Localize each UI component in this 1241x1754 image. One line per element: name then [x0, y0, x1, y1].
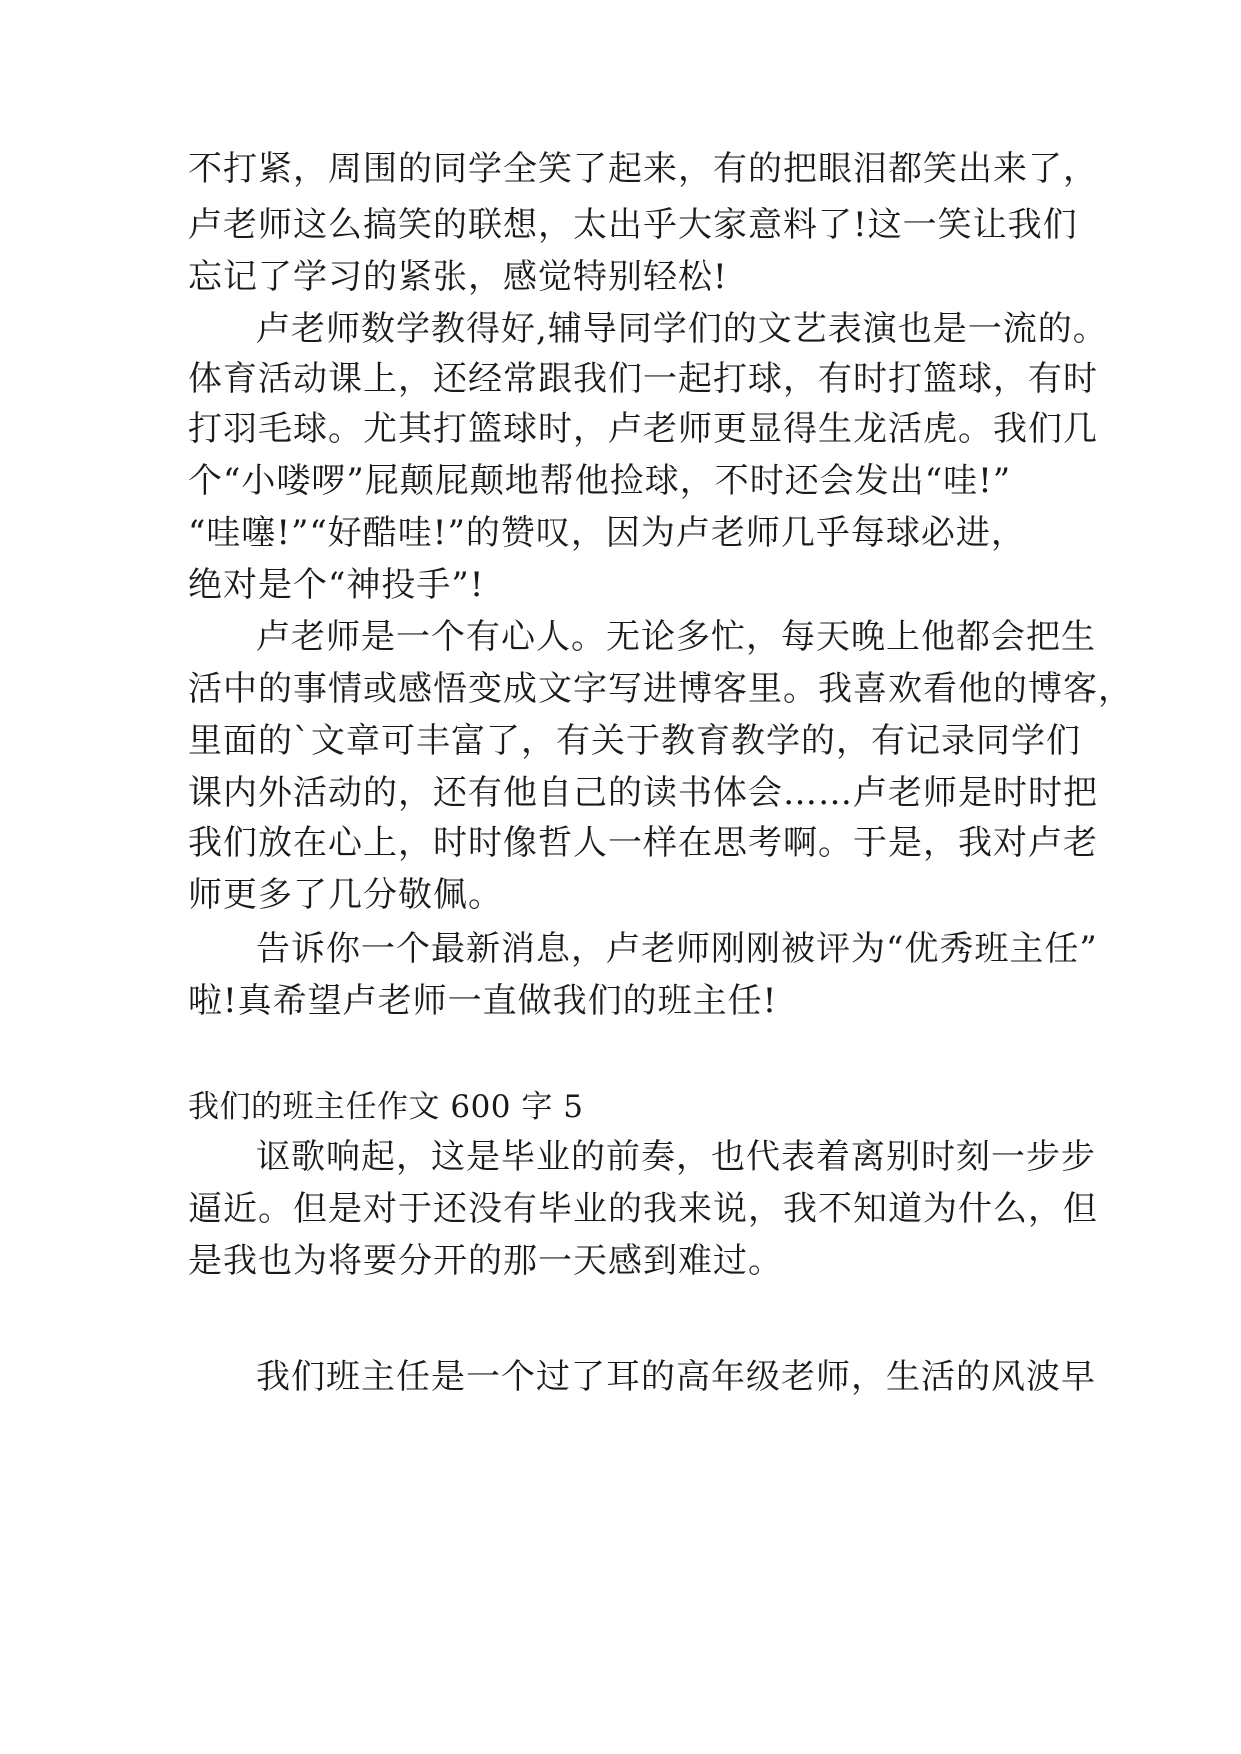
paragraph-2-line-2: 体育活动课上，还经常跟我们一起打球，有时打篮球，有时	[188, 359, 1098, 399]
paragraph-2-line-1: 卢老师数学教得好,辅导同学们的文艺表演也是一流的。	[256, 309, 1108, 349]
paragraph-5-line-1: 讴歌响起，这是毕业的前奏，也代表着离别时刻一步步	[256, 1137, 1096, 1177]
paragraph-3-line-4: 课内外活动的，还有他自己的读书体会……卢老师是时时把	[188, 773, 1098, 813]
paragraph-3-line-1: 卢老师是一个有心人。无论多忙，每天晚上他都会把生	[256, 617, 1096, 657]
paragraph-2-line-6: 绝对是个“神投手”!	[188, 565, 485, 605]
paragraph-5-line-3: 是我也为将要分开的那一天感到难过。	[188, 1241, 783, 1281]
paragraph-3-line-5: 我们放在心上，时时像哲人一样在思考啊。于是，我对卢老	[188, 823, 1098, 863]
paragraph-3-line-2: 活中的事情或感悟变成文字写进博客里。我喜欢看他的博客，	[188, 669, 1133, 709]
paragraph-2-line-3: 打羽毛球。尤其打篮球时，卢老师更显得生龙活虎。我们几	[188, 409, 1098, 449]
section-title: 我们的班主任作文 600 字 5	[188, 1089, 584, 1125]
paragraph-2-line-4: 个“小喽啰”屁颠屁颠地帮他捡球，不时还会发出“哇!”	[188, 461, 1012, 501]
paragraph-4-line-1: 告诉你一个最新消息，卢老师刚刚被评为“优秀班主任”	[256, 929, 1098, 969]
paragraph-3-line-3: 里面的`文章可丰富了，有关于教育教学的，有记录同学们	[188, 721, 1081, 761]
paragraph-1-line-3: 忘记了学习的紧张，感觉特别轻松!	[188, 257, 728, 297]
paragraph-1-line-1: 不打紧，周围的同学全笑了起来，有的把眼泪都笑出来了，	[188, 149, 1098, 189]
paragraph-4-line-2: 啦!真希望卢老师一直做我们的班主任!	[188, 981, 778, 1021]
paragraph-2-line-5: “哇噻!”“好酷哇!”的赞叹，因为卢老师几乎每球必进，	[188, 513, 1026, 553]
paragraph-6-line-1: 我们班主任是一个过了耳的高年级老师，生活的风波早	[256, 1357, 1096, 1397]
paragraph-3-line-6: 师更多了几分敬佩。	[188, 875, 503, 915]
paragraph-1-line-2: 卢老师这么搞笑的联想，太出乎大家意料了!这一笑让我们	[188, 205, 1078, 245]
paragraph-5-line-2: 逼近。但是对于还没有毕业的我来说，我不知道为什么，但	[188, 1189, 1098, 1229]
